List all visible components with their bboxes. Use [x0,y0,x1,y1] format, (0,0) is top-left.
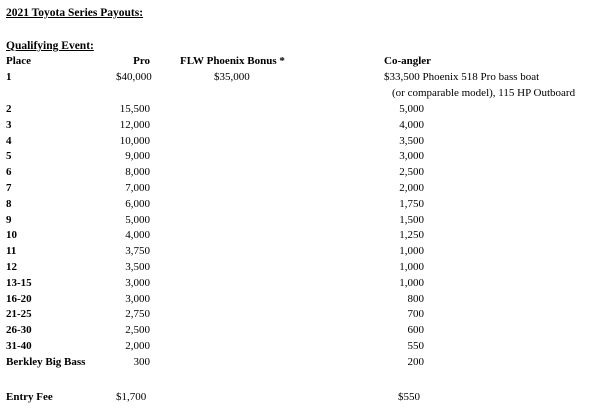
row-place: 5 [6,150,12,162]
row-pro: 2,500 [125,324,150,336]
row-pro: 3,500 [125,261,150,273]
row-pro: 15,500 [119,103,150,115]
row-coangler: 2,500 [399,166,424,178]
row-place: 31-40 [6,340,32,352]
row-place: 21-25 [6,308,32,320]
row-coangler: 200 [407,356,424,368]
page-title: 2021 Toyota Series Payouts: [6,7,144,19]
row-coangler: 3,000 [399,150,424,162]
row-place: 3 [6,119,12,131]
row-place: 9 [6,214,12,226]
row-pro: 2,750 [125,308,150,320]
header-pro: Pro [133,55,150,67]
header-bonus: FLW Phoenix Bonus * [180,55,285,67]
header-coangler: Co-angler [384,55,432,67]
row-pro: 3,750 [125,245,150,257]
row-pro: 9,000 [125,150,150,162]
entry-fee-label: Entry Fee [6,391,53,403]
first-pro: $40,000 [116,71,152,83]
row-pro: 2,000 [125,340,150,352]
row-place: 13-15 [6,277,32,289]
row-place: 11 [6,245,17,257]
row-coangler: 1,000 [399,245,424,257]
first-bonus: $35,000 [214,71,250,83]
row-coangler: 3,500 [399,135,424,147]
row-coangler: 1,250 [399,229,424,241]
row-coangler: 1,750 [399,198,424,210]
entry-fee-coangler: $550 [398,391,420,403]
row-place: 10 [6,229,17,241]
section-heading: Qualifying Event: [6,40,94,52]
row-place: 26-30 [6,324,32,336]
row-coangler: 1,000 [399,261,424,273]
row-place: 4 [6,135,12,147]
row-coangler: 1,000 [399,277,424,289]
row-pro: 4,000 [125,229,150,241]
row-pro: 7,000 [125,182,150,194]
row-pro: 10,000 [119,135,150,147]
row-place: Berkley Big Bass [6,356,86,368]
first-place: 1 [6,71,12,83]
row-place: 2 [6,103,12,115]
row-pro: 3,000 [125,277,150,289]
row-place: 8 [6,198,12,210]
row-coangler: 5,000 [399,103,424,115]
row-coangler: 600 [407,324,424,336]
row-place: 7 [6,182,12,194]
row-coangler: 550 [407,340,424,352]
first-coangler-line1: $33,500 Phoenix 518 Pro bass boat [384,71,540,83]
row-place: 12 [6,261,17,273]
row-pro: 8,000 [125,166,150,178]
row-coangler: 700 [407,308,424,320]
row-coangler: 800 [407,293,424,305]
row-coangler: 4,000 [399,119,424,131]
header-place: Place [6,55,32,67]
row-pro: 6,000 [125,198,150,210]
row-coangler: 1,500 [399,214,424,226]
entry-fee-pro: $1,700 [116,391,147,403]
row-pro: 5,000 [125,214,150,226]
row-pro: 12,000 [119,119,150,131]
row-pro: 3,000 [125,293,150,305]
row-pro: 300 [133,356,150,368]
row-place: 6 [6,166,12,178]
row-coangler: 2,000 [399,182,424,194]
row-place: 16-20 [6,293,32,305]
first-coangler-line2: (or comparable model), 115 HP Outboard [392,87,576,99]
